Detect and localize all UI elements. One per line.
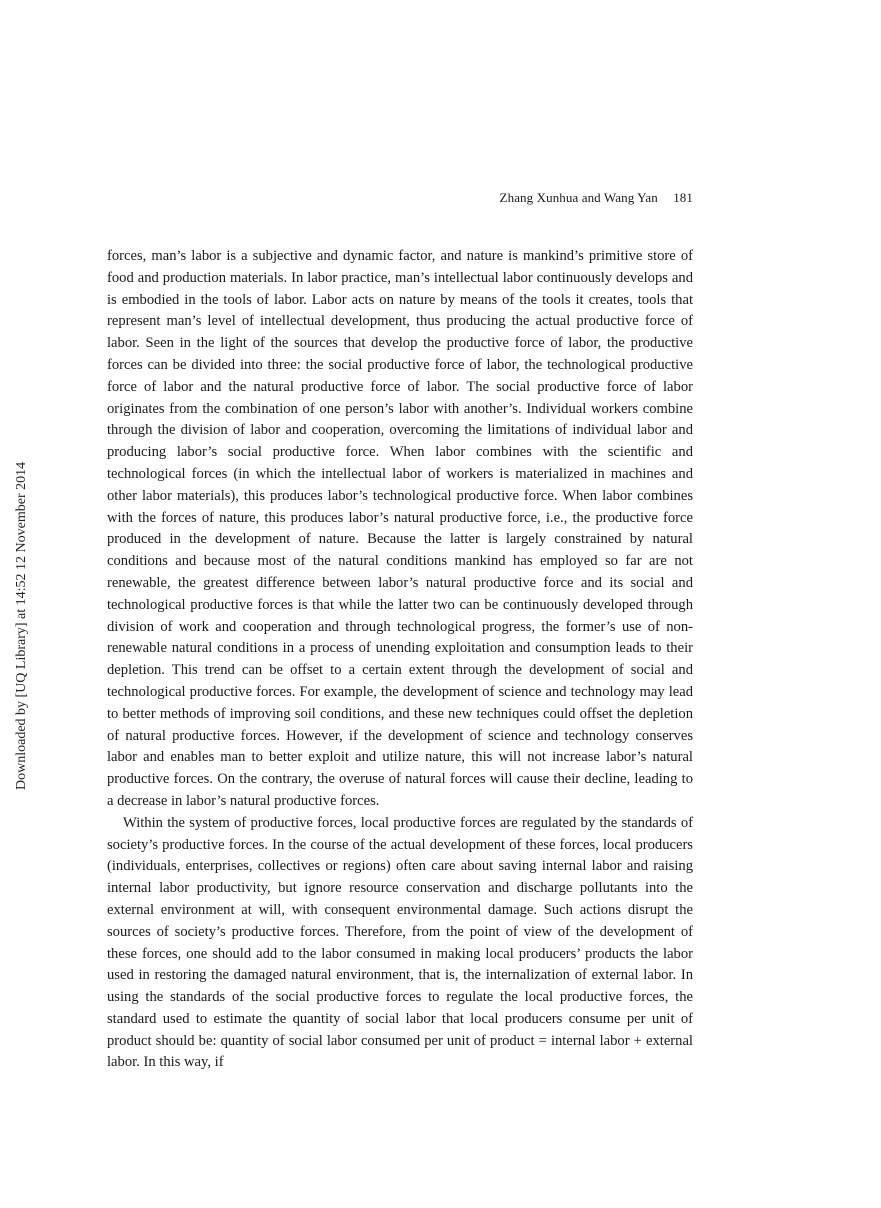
running-head	[500, 190, 693, 206]
paragraph-2: Within the system of productive forces, local productive forces are regulated by the standards of society’s productive forces. In the course of the actual development of these forces, local producers (individuals, enterprises, collectives or regions) often care about saving internal labor and raising internal labor productivity, but ignore resource conservation and discharge pollutants into the external environment at will, with consequent environmental damage. Such actions disrupt the sources of society’s productive forces. Therefore, from the point of view of the development of these forces, one should add to the labor consumed in making local producers’ products the labor used in restoring the damaged natural environment, that is, the internalization of external labor. In using the standards of the social productive forces to regulate the local productive forces, the standard used to estimate the quantity of social labor that local producers consume per unit of product should be: quantity of social labor consumed per unit of product = internal labor + external labor. In this way, if	[107, 814, 693, 1071]
paragraph-1: forces, man’s labor is a subjective and dynamic factor, and nature is mankind’s primitive store of food and production materials. In labor practice, man’s intellectual labor continuously develops and is embodied in the tools of labor. Labor acts on nature by means of the tools it creates, tools that represent man’s level of intellectual development, thus producing the actual productive force of labor. Seen in the light of the sources that develop the productive force of labor, the productive forces can be divided into three: the social productive force of labor, the technological productive force of labor and the natural productive force of labor. The social productive force of labor originates from the combination of one person’s labor with another’s. Individual workers combine through the division of labor and cooperation, overcoming the limitations of individual labor and producing labor’s social productive force. When labor combines with the scientific and technological forces (in which the intellectual labor of workers is materialized in machines and other labor materials), this produces labor’s technological productive force. When labor combines with the forces of nature, this produces labor’s natural productive force, i.e., the productive force produced in the development of nature. Because the latter is largely constrained by natural conditions and because most of the natural conditions mankind has employed so far are not renewable, the greatest difference between labor’s natural productive force and its social and technological productive forces is that while the latter two can be continuously developed through division of work and cooperation and through technological progress, the former’s use of non-renewable natural conditions in a process of unending exploitation and consumption leads to their depletion. This trend can be offset to a certain extent through the development of social and technological productive forces. For example, the development of science and technology may lead to better methods of improving soil conditions, and these new techniques could offset the depletion of natural productive forces. However, if the development of science and technology conserves labor and enables man to better exploit and utilize nature, this will not increase labor’s natural productive forces. On the contrary, the overuse of natural forces will cause their decline, leading to a decrease in labor’s natural productive forces.	[107, 248, 693, 809]
body-text	[107, 246, 693, 1074]
running-head-authors: Zhang Xunhua and Wang Yan	[499, 190, 658, 205]
page-number: 181	[673, 190, 693, 205]
download-stamp: Downloaded by [UQ Library] at 14:52 12 November 2014	[14, 461, 29, 790]
